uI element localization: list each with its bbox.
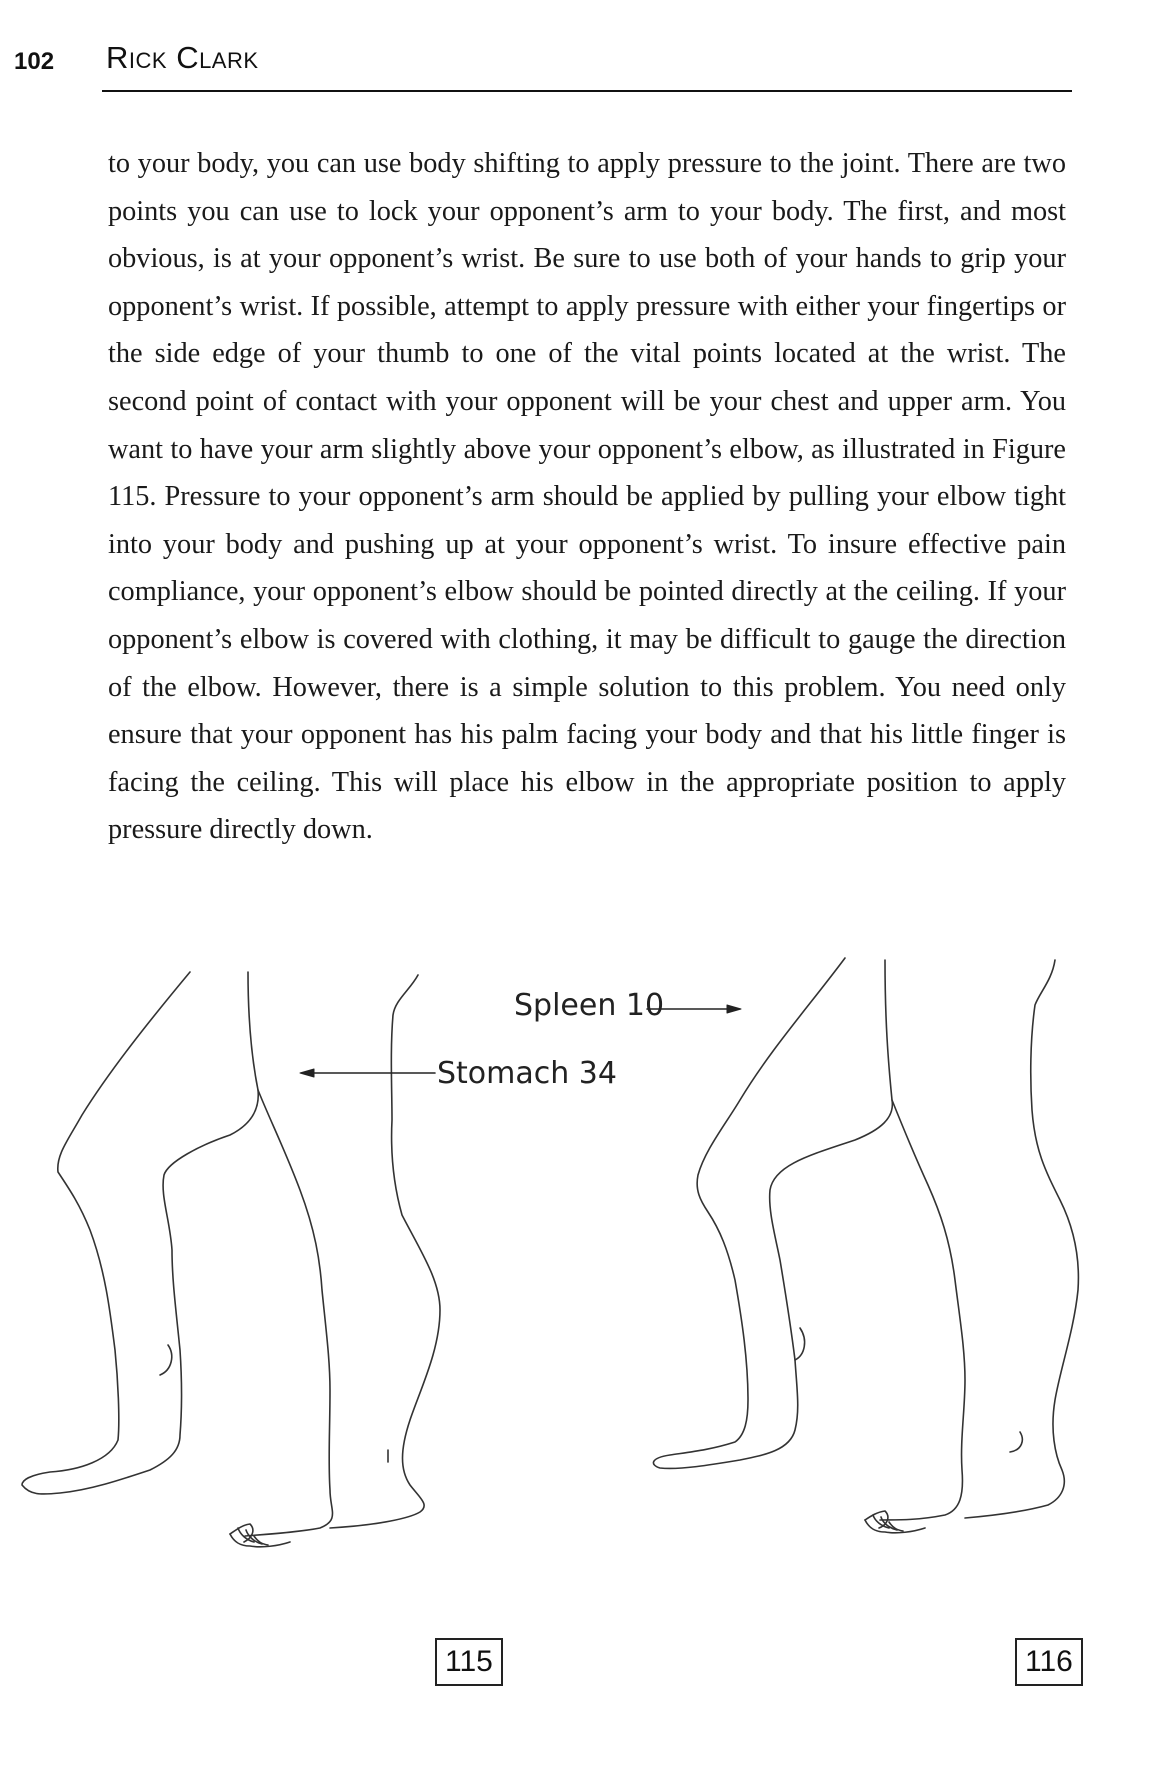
stomach-34-pointer bbox=[300, 1069, 435, 1077]
spleen-10-label: Spleen 10 bbox=[514, 988, 665, 1023]
figure-116-front-leg bbox=[865, 960, 1078, 1533]
figure-116-back-leg bbox=[653, 958, 892, 1468]
author-first-name: Rick bbox=[106, 40, 168, 75]
page-header bbox=[0, 38, 1175, 98]
body-paragraph: to your body, you can use body shifting to apply pressure to the joint. There are two points you can use to lock your opponent’s arm to your body. The first, and most obvious, is at your opponent’s wrist. Be sure to use both of your hands to grip your opponent’s wrist. If possible, attempt to apply pressure with either your fingertips or the side edge of your thumb to one of the vital points located at the wrist. The second point of contact with your opponent will be your chest and upper arm. You want to have your arm slightly above your opponent’s elbow, as illustrated in Figure 115. Pressure to your opponent’s arm should be applied by pulling your elbow tight into your body and pushing up at your opponent’s wrist. To insure effective pain compliance, your opponent’s elbow should be pointed directly at the ceiling. If your opponent’s elbow is covered with clothing, it may be difficult to gauge the direction of the elbow. However, there is a simple solution to this problem. You need only ensure that your opponent has his palm facing your body and that his little finger is facing the ceiling. This will place his elbow in the appropriate position to apply pressure directly down. bbox=[108, 148, 1066, 846]
figure-label-116: 116 bbox=[1015, 1638, 1083, 1686]
stomach-34-label: Stomach 34 bbox=[437, 1056, 617, 1091]
author-last-name: Clark bbox=[176, 40, 259, 75]
page-number: 102 bbox=[14, 48, 55, 75]
figure-area bbox=[0, 950, 1175, 1700]
header-rule bbox=[102, 90, 1072, 92]
figure-label-115: 115 bbox=[435, 1638, 503, 1686]
figure-115-back-leg bbox=[22, 972, 258, 1494]
figure-115-front-leg bbox=[230, 975, 440, 1547]
running-head bbox=[106, 40, 259, 76]
